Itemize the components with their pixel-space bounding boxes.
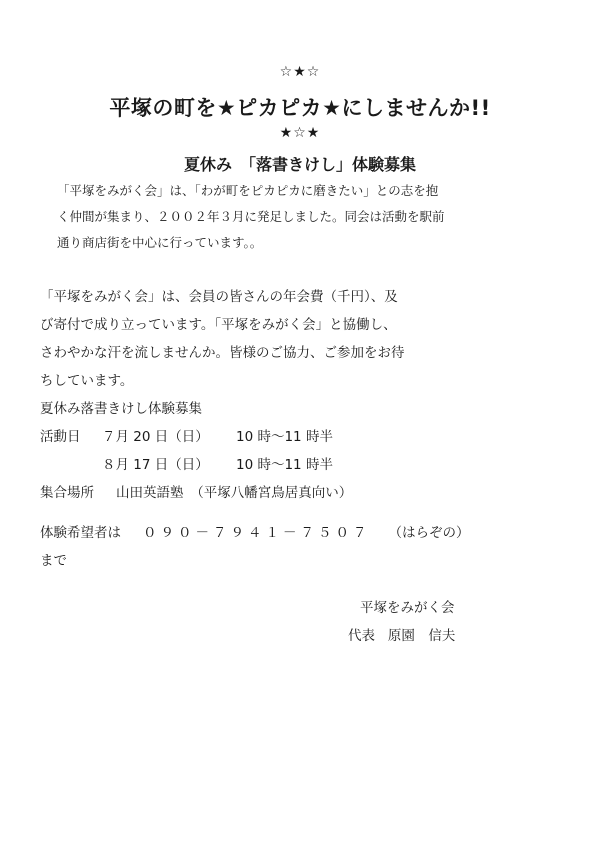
page-subtitle: 夏休み 「落書きけし」体験募集 <box>183 155 416 174</box>
contact-info <box>40 519 470 575</box>
place-label: 集合場所 <box>40 485 94 501</box>
representative <box>348 622 455 650</box>
organization-name: 平塚をみがく会 <box>360 600 455 616</box>
event-date: ８月 17 日（日） <box>102 457 209 473</box>
meeting-place: 山田英語塾 （平塚八幡宮鳥居真向い） <box>116 485 353 501</box>
contact-row <box>40 519 470 547</box>
decorative-stars-middle: ★☆★ <box>279 125 321 141</box>
event-details <box>40 395 352 507</box>
body-line: 「平塚をみがく会」は、会員の皆さんの年会費（千円）、及 <box>40 289 398 305</box>
date-label: 活動日 <box>40 429 81 445</box>
event-date-row-1 <box>40 423 352 451</box>
membership-paragraph <box>40 283 540 395</box>
event-time: 10 時〜11 時半 <box>236 457 333 473</box>
signature-block <box>348 594 455 650</box>
body-line: ちしています。 <box>40 373 134 389</box>
representative-name: 原園 信夫 <box>387 628 456 644</box>
intro-line: く仲間が集まり、２００２年３月に発足しました。同会は活動を駅前 <box>57 209 445 224</box>
event-date-row-2 <box>40 451 352 479</box>
contact-suffix: まで <box>40 553 67 569</box>
intro-paragraph <box>57 178 537 256</box>
decorative-stars-top: ☆★☆ <box>279 64 321 80</box>
event-date: ７月 20 日（日） <box>102 429 209 445</box>
body-line: さわやかな汗を流しませんか。皆様のご協力、ご参加をお待 <box>40 345 405 361</box>
body-line: び寄付で成り立っています。「平塚をみがく会」と協働し、 <box>40 317 397 333</box>
representative-title: 代表 <box>348 628 375 644</box>
page-title: 平塚の町を★ピカピカ★にしませんか!! <box>109 96 491 120</box>
intro-line: 「平塚をみがく会」は、「わが町をピカピカに磨きたい」との志を抱 <box>57 183 439 198</box>
event-heading: 夏休み落書きけし体験募集 <box>40 401 202 417</box>
event-time: 10 時〜11 時半 <box>236 429 333 445</box>
phone-number: ０９０－７９４１－７５０７ <box>143 525 371 541</box>
contact-name-kana: （はらぞの） <box>388 525 470 541</box>
intro-line: 通り商店街を中心に行っています。。 <box>57 235 263 250</box>
contact-label: 体験希望者は <box>40 525 121 541</box>
meeting-place-row <box>40 479 352 507</box>
